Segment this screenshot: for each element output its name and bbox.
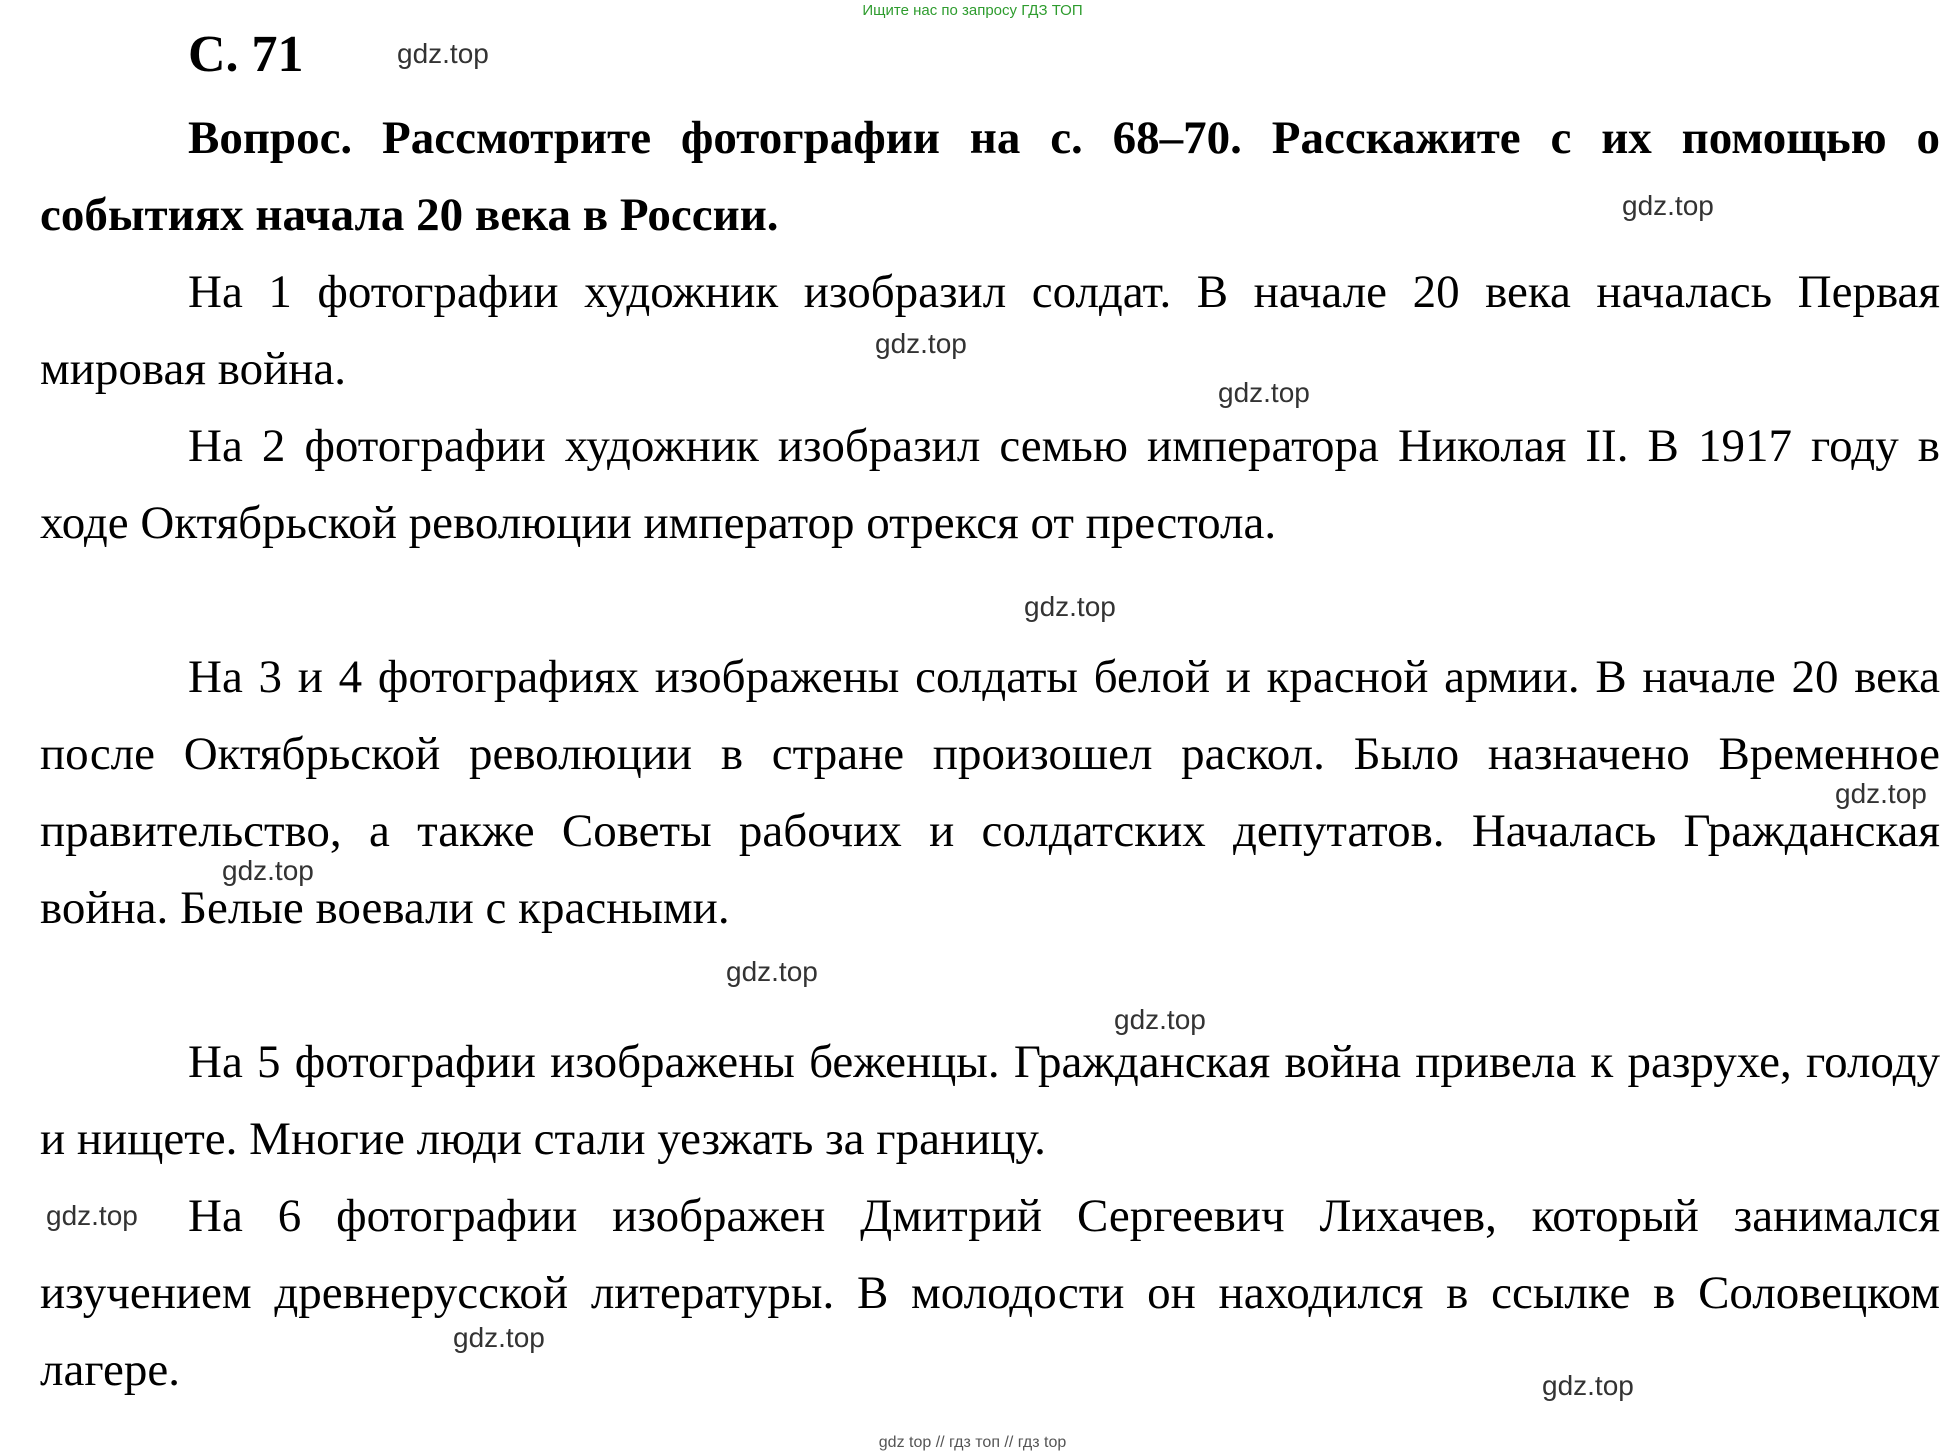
paragraph-4: На 5 фотографии изображены беженцы. Гражданская война привела к разрухе, голоду и нищете. Многие люди стали уезжать за границу. xyxy=(40,1036,1940,1165)
watermark: gdz.top xyxy=(875,328,967,359)
watermark: gdz.top xyxy=(1114,1004,1206,1035)
watermark: gdz.top xyxy=(1835,778,1927,809)
watermark: gdz.top xyxy=(453,1322,545,1353)
watermark: gdz.top xyxy=(1024,591,1116,622)
paragraph-5: На 6 фотографии изображен Дмитрий Сергеевич Лихачев, который занимался изучением древнерусской литературы. В молодости он находился в ссылке в Соловецком лагере. xyxy=(40,1190,1940,1396)
paragraph-1: На 1 фотографии художник изобразил солдат. В начале 20 века началась Первая мировая война. xyxy=(40,266,1940,395)
bottom-banner: gdz top // гдз топ // гдз top xyxy=(878,1434,1067,1451)
watermark: gdz.top xyxy=(726,956,818,987)
watermark: gdz.top xyxy=(1622,190,1714,221)
watermark: gdz.top xyxy=(397,38,489,69)
paragraph-2: На 2 фотографии художник изобразил семью императора Николая II. В 1917 году в ходе Октябрьской революции император отрекся от престола. xyxy=(40,420,1940,549)
question-text: Вопрос. Рассмотрите фотографии на с. 68–70. Расскажите с их помощью о событиях начала 20 века в России. xyxy=(40,112,1940,241)
watermark: gdz.top xyxy=(1218,377,1310,408)
page-number: С. 71 xyxy=(188,26,304,83)
top-banner: Ищите нас по запросу ГДЗ ТОП xyxy=(862,2,1083,19)
watermark: gdz.top xyxy=(46,1200,138,1231)
paragraph-3: На 3 и 4 фотографиях изображены солдаты белой и красной армии. В начале 20 века после Октябрьской революции в стране произошел раскол. Было назначено Временное правительство, а также Советы рабочих и солдатских депутатов. Началась Гражданская война. Белые воевали с красными. xyxy=(40,651,1940,934)
watermark: gdz.top xyxy=(1542,1370,1634,1401)
watermark: gdz.top xyxy=(222,855,314,886)
